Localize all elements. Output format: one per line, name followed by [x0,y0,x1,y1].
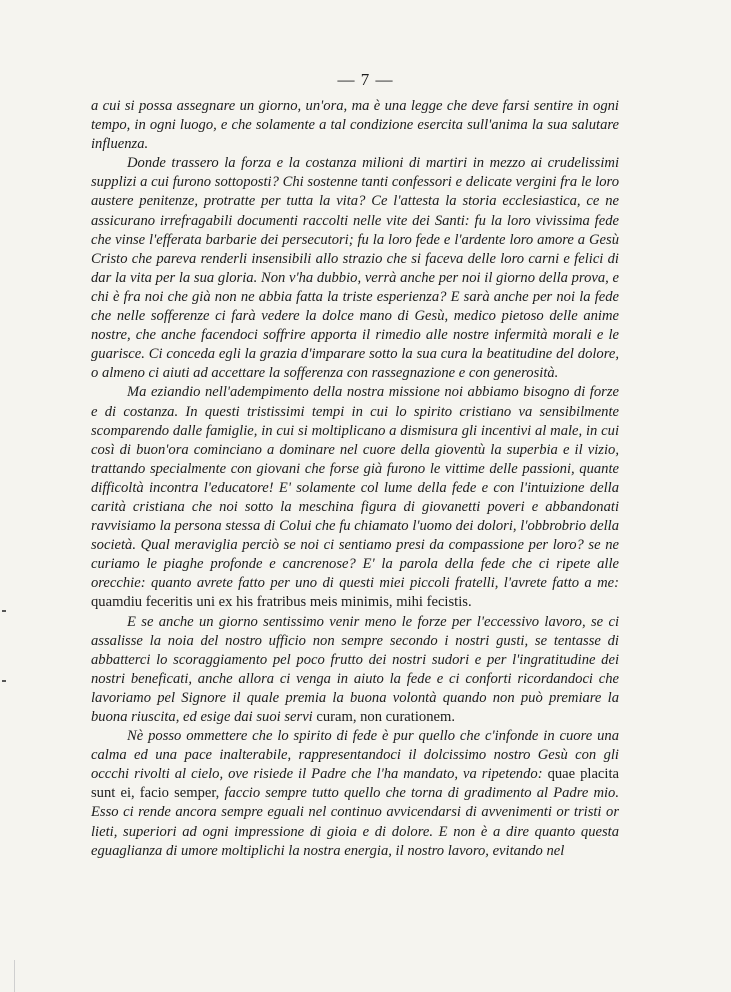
margin-mark [2,680,6,682]
paragraph [91,383,619,612]
italic-text-run: Ma eziandio nell'adempimento della nostra missione noi abbiamo bisogno di forze e di costanza. In questi tristissimi tempi in cui lo spirito cristiano va sensibilmente scomparendo dalle famiglie, in cui si moltiplicano a dismisura gli incentivi al male, in cui così di buon'ora cominciano a dominare nel cuore della gioventù la superbia e il vizio, trattando specialmente con giovani che forse già furono le vittime delle passioni, quante difficoltà incontra l'educatore! E' solamente col lume della fede e con l'intuizione della carità cristiana che noi sotto la meschina figura di giovanetti poveri e abbandonati ravvisiamo la persona stessa di Colui che fu chiamato l'uomo dei dolori, l'obbrobrio della società. Qual meraviglia perciò se noi ci sentiamo presi da compassione per loro? se ne curiamo le piaghe profonde e cancrenose? E' la parola della fede che ci ripete alle orecchie: quanto avrete fatto per uno di questi miei piccoli fratelli, l'avrete fatto a me: [91,384,619,592]
latin-quote-run: quae placita sunt ei, facio semper, [91,766,619,802]
latin-quote-run: quamdiu feceritis uni ex his fratribus meis minimis, mihi fecistis. [91,594,472,611]
latin-quote-run: curam, non curationem. [316,709,455,725]
italic-text-run: E se anche un giorno sentissimo venir meno le forze per l'eccessivo lavoro, se ci assalisse la noia del nostro ufficio non sempre secondo i nostri gusti, se tentasse di abbatterci lo scoraggiamento pel poco frutto dei nostri sudori e per l'ingratitudine dei nostri beneficati, anche allora ci venga in aiuto la fede e ci conforti ricordandoci che lavoriamo pel Signore il quale premia la buona volontà quando non può premiare la buona riuscita, ed esige dai suoi servi [91,613,619,725]
paragraph [91,154,619,383]
italic-text-run: faccio sempre tutto quello che torna di gradimento al Padre mio. Esso ci rende ancora sempre eguali nel continuo avvicendarsi di avvenimenti or tristi or lieti, superiori ad ogni impressione di gioia e di dolore. E non è a dire quanto questa eguaglianza di umore moltiplichi la nostra energia, il nostro lavoro, evitando nel [91,785,619,859]
page-number: — 7 — [337,70,394,89]
body-text [91,97,619,861]
paragraph [91,727,619,861]
italic-text-run: a cui si possa assegnare un giorno, un'ora, ma è una legge che deve farsi sentire in ogni tempo, in ogni luogo, e che solamente a tal condizione esercita sull'anima la sua salutare influenza. [91,98,619,153]
paragraph [91,97,619,154]
italic-text-run: Nè posso ommettere che lo spirito di fede è pur quello che c'infonde in cuore una calma ed una pace inalterabile, rappresentandoci il dolcissimo nostro Gesù con gli occchi rivolti al cielo, ove risiede il Padre che l'ha mandato, va ripetendo: [91,728,619,783]
italic-text-run: Donde trassero la forza e la costanza milioni di martiri in mezzo ai crudelissimi supplizi a cui furono sottoposti? Chi sostenne tanti confessori e delicate vergini fra le loro austere penitenze, protratte per tutta la vita? Ce l'attesta la storia ecclesiastica, ce ne assicurano irrefragabili documenti raccolti nelle vite dei Santi: fu la loro vivissima fede che vinse l'efferata barbarie dei persecutori; fu la loro fede e l'ardente loro amore a Gesù Cristo che pareva renderli insensibili allo strazio che si faceva delle loro carni e felici di dar la vita per la sua gloria. Non v'ha dubbio, verrà anche per noi il giorno della prova, e chi è fra noi che già non ne abbia fatta la triste esperienza? E sarà anche per noi la fede che nelle sofferenze ci farà vedere la dolce mano di Gesù, medico pietoso delle anime nostre, che anche facendoci soffrire apporta il rimedio alle nostre infermità morali e le guarisce. Ci conceda egli la grazia d'imparare sotto la sua cura la beatitudine del dolore, o almeno ci aiuti ad accettare la sofferenza con rassegnazione e con generosità. [91,155,619,382]
scan-edge-line [14,960,15,992]
margin-mark [2,610,6,612]
paragraph [91,613,619,728]
